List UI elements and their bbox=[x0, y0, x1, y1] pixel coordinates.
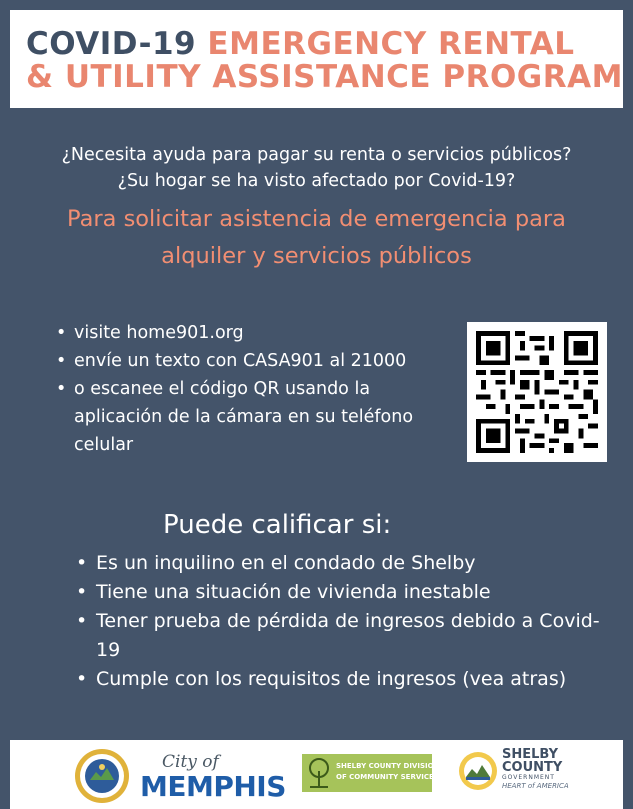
title-emergency-rental: EMERGENCY RENTAL bbox=[207, 26, 575, 62]
bullet-icon: • bbox=[56, 379, 67, 399]
tree-icon bbox=[306, 757, 332, 789]
list-item bbox=[56, 375, 446, 459]
title-covid: COVID-19 bbox=[26, 26, 197, 62]
list-item bbox=[76, 607, 616, 665]
shelby-county-seal-icon bbox=[74, 748, 130, 804]
title-line-1 bbox=[26, 28, 623, 61]
bullet-icon: • bbox=[76, 552, 88, 574]
apply-step-text: visite home901.org bbox=[74, 323, 244, 343]
memphis-city-text: City of bbox=[162, 752, 219, 772]
scd-line-2: OF COMMUNITY SERVICES bbox=[336, 773, 439, 781]
shelby-county-government-logo bbox=[458, 748, 578, 804]
qualify-item-text: Es un inquilino en el condado de Shelby bbox=[96, 552, 476, 574]
sc-line-2: COUNTY bbox=[502, 760, 563, 775]
cta-line-1: Para solicitar asistencia de emergencia para bbox=[67, 206, 566, 232]
list-item bbox=[76, 578, 616, 607]
qr-code-icon bbox=[476, 331, 598, 453]
sponsor-logos-bar bbox=[10, 740, 623, 809]
apply-step-text: o escanee el código QR usando la aplicación de la cámara en su teléfono celular bbox=[74, 379, 414, 455]
qualify-title: Puede calificar si: bbox=[163, 510, 392, 540]
list-item bbox=[56, 347, 446, 375]
bullet-icon: • bbox=[56, 323, 67, 343]
cta-line-2: alquiler y servicios públicos bbox=[161, 243, 472, 269]
qualify-item-text: Tiene una situación de vivienda inestable bbox=[96, 581, 491, 603]
apply-steps-list bbox=[56, 319, 446, 459]
sc-line-4: HEART of AMERICA bbox=[502, 782, 569, 790]
sc-line-1: SHELBY bbox=[502, 747, 559, 762]
qualify-list bbox=[76, 549, 616, 694]
title-line-2: & UTILITY ASSISTANCE PROGRAM bbox=[26, 59, 623, 95]
shelby-county-community-services-logo bbox=[302, 754, 440, 792]
qr-code[interactable] bbox=[467, 322, 607, 462]
list-item bbox=[76, 665, 616, 694]
bullet-icon: • bbox=[76, 610, 88, 632]
city-of-memphis-logo bbox=[140, 752, 286, 804]
title-banner bbox=[10, 10, 623, 108]
list-item bbox=[56, 319, 446, 347]
memphis-name-text: MEMPHIS bbox=[140, 770, 286, 803]
bullet-icon: • bbox=[76, 668, 88, 690]
question-2: ¿Su hogar se ha visto afectado por Covid-19? bbox=[117, 171, 516, 191]
qualify-item-text: Cumple con los requisitos de ingresos (vea atras) bbox=[96, 668, 567, 690]
bullet-icon: • bbox=[76, 581, 88, 603]
list-item bbox=[76, 549, 616, 578]
question-1: ¿Necesita ayuda para pagar su renta o servicios públicos? bbox=[61, 145, 572, 165]
bullet-icon: • bbox=[56, 351, 67, 371]
sc-line-3: GOVERNMENT bbox=[502, 774, 555, 781]
sc-text bbox=[502, 748, 569, 791]
shelby-county-emblem-icon bbox=[458, 751, 498, 791]
scd-line-1: SHELBY COUNTY DIVISION bbox=[336, 762, 440, 770]
apply-step-text: envíe un texto con CASA901 al 21000 bbox=[74, 351, 407, 371]
qualify-item-text: Tener prueba de pérdida de ingresos debido a Covid-19 bbox=[96, 610, 600, 661]
scd-text bbox=[336, 761, 439, 783]
